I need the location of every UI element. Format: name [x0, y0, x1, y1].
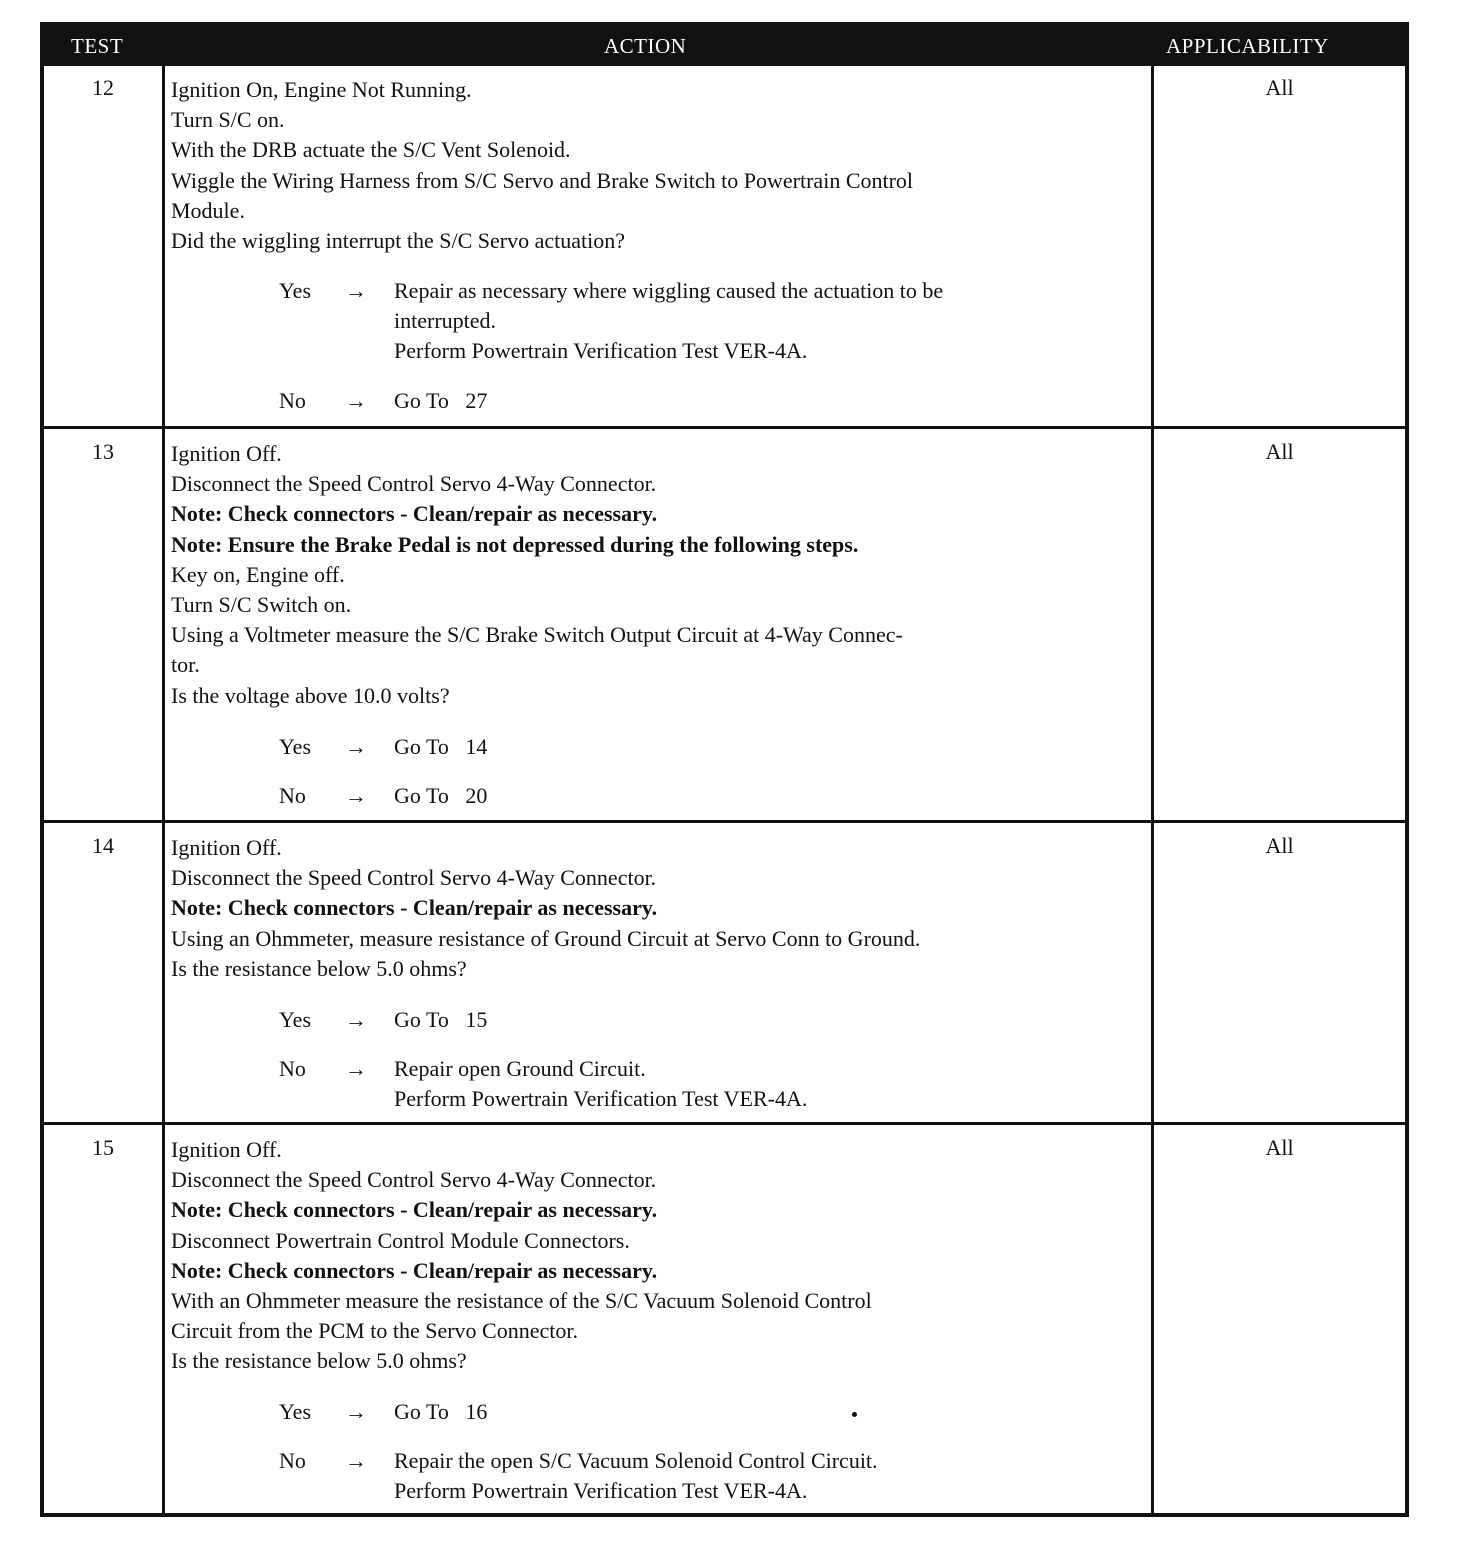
action-line: With the DRB actuate the S/C Vent Solenoid.: [171, 137, 571, 163]
action-text: [171, 1135, 1147, 1377]
result-line: Go To 16: [394, 1399, 488, 1424]
action-line: Turn S/C on.: [171, 107, 285, 133]
action-line: Did the wiggling interrupt the S/C Servo actuation?: [171, 228, 625, 254]
yes-label: Yes: [279, 1007, 312, 1032]
result-line: Go To 14: [394, 734, 488, 759]
action-line: Disconnect the Speed Control Servo 4-Way Connector.: [171, 1167, 657, 1193]
note-line: Note: Check connectors - Clean/repair as necessary.: [171, 895, 658, 921]
diagnostic-test-table: [40, 22, 1409, 1517]
yes-result: [394, 276, 1146, 367]
test-number: 14: [92, 833, 114, 858]
arrow-right-icon: →: [345, 1056, 367, 1081]
yes-label: Yes: [279, 278, 312, 303]
applicability-value: All: [1265, 439, 1294, 464]
result-line: Repair as necessary where wiggling caused the actuation to be: [394, 278, 944, 303]
action-line: Wiggle the Wiring Harness from S/C Servo and Brake Switch to Powertrain Control: [171, 167, 914, 193]
no-label: No: [279, 783, 306, 808]
no-result: [394, 781, 1146, 811]
applicability-value: All: [1265, 75, 1294, 100]
arrow-right-icon: →: [345, 734, 367, 759]
action-line: Circuit from the PCM to the Servo Connector.: [171, 1318, 578, 1344]
action-line: Ignition Off.: [171, 835, 282, 860]
result-line: Repair open Ground Circuit.: [394, 1056, 646, 1081]
note-line: Note: Ensure the Brake Pedal is not depressed during the following steps.: [171, 531, 859, 557]
result-line: Perform Powertrain Verification Test VER-4A.: [394, 1478, 808, 1504]
action-line: Ignition Off.: [171, 441, 282, 466]
test-number: 13: [92, 439, 114, 464]
table-header: [44, 26, 1405, 66]
table-row: [44, 429, 1405, 820]
action-line: Is the resistance below 5.0 ohms?: [171, 955, 467, 981]
arrow-right-icon: →: [345, 1448, 367, 1473]
note-line: Note: Check connectors - Clean/repair as necessary.: [171, 1197, 658, 1223]
action-line: Ignition On, Engine Not Running.: [171, 77, 472, 102]
arrow-right-icon: →: [345, 388, 367, 413]
table-row: [44, 1125, 1405, 1513]
yes-label: Yes: [279, 734, 312, 759]
header-applicability: APPLICABILITY: [1166, 34, 1329, 58]
table-row: [44, 823, 1405, 1122]
stray-mark: [852, 1412, 857, 1417]
action-line: Module.: [171, 197, 245, 223]
no-result: [394, 1446, 1146, 1506]
action-text: [171, 75, 1147, 256]
action-line: Disconnect the Speed Control Servo 4-Way Connector.: [171, 471, 657, 497]
action-line: tor.: [171, 652, 200, 678]
action-line: With an Ohmmeter measure the resistance of the S/C Vacuum Solenoid Control: [171, 1288, 872, 1314]
note-line: Note: Check connectors - Clean/repair as necessary.: [171, 1257, 658, 1283]
test-number: 12: [92, 75, 114, 100]
no-label: No: [279, 1056, 306, 1081]
arrow-right-icon: →: [345, 278, 367, 303]
result-line: Perform Powertrain Verification Test VER-4A.: [394, 338, 808, 364]
result-line: interrupted.: [394, 308, 497, 334]
applicability-value: All: [1265, 1135, 1294, 1160]
yes-result: [394, 1397, 1146, 1427]
table-row: [44, 66, 1405, 426]
action-line: Using an Ohmmeter, measure resistance of Ground Circuit at Servo Conn to Ground.: [171, 925, 921, 951]
no-label: No: [279, 388, 306, 413]
result-line: Go To 20: [394, 783, 488, 808]
action-text: [171, 439, 1147, 711]
result-line: Go To 27: [394, 388, 488, 413]
no-result: [394, 1054, 1146, 1114]
result-line: Repair the open S/C Vacuum Solenoid Control Circuit.: [394, 1448, 878, 1473]
header-test: TEST: [71, 34, 124, 58]
action-line: Ignition Off.: [171, 1137, 282, 1162]
header-action: ACTION: [604, 34, 687, 58]
action-line: Disconnect the Speed Control Servo 4-Way Connector.: [171, 865, 657, 891]
arrow-right-icon: →: [345, 783, 367, 808]
action-text: [171, 833, 1147, 984]
result-line: Go To 15: [394, 1007, 488, 1032]
no-result: [394, 386, 1146, 416]
result-line: Perform Powertrain Verification Test VER-4A.: [394, 1086, 808, 1112]
yes-label: Yes: [279, 1399, 312, 1424]
arrow-right-icon: →: [345, 1007, 367, 1032]
action-line: Is the voltage above 10.0 volts?: [171, 682, 450, 708]
action-line: Is the resistance below 5.0 ohms?: [171, 1348, 467, 1374]
action-line: Turn S/C Switch on.: [171, 592, 352, 618]
no-label: No: [279, 1448, 306, 1473]
yes-result: [394, 1005, 1146, 1035]
note-line: Note: Check connectors - Clean/repair as necessary.: [171, 501, 658, 527]
action-line: Using a Voltmeter measure the S/C Brake Switch Output Circuit at 4-Way Connec-: [171, 622, 903, 648]
yes-result: [394, 732, 1146, 762]
arrow-right-icon: →: [345, 1399, 367, 1424]
action-line: Key on, Engine off.: [171, 561, 345, 587]
action-line: Disconnect Powertrain Control Module Connectors.: [171, 1227, 630, 1253]
test-number: 15: [92, 1135, 114, 1160]
applicability-value: All: [1265, 833, 1294, 858]
